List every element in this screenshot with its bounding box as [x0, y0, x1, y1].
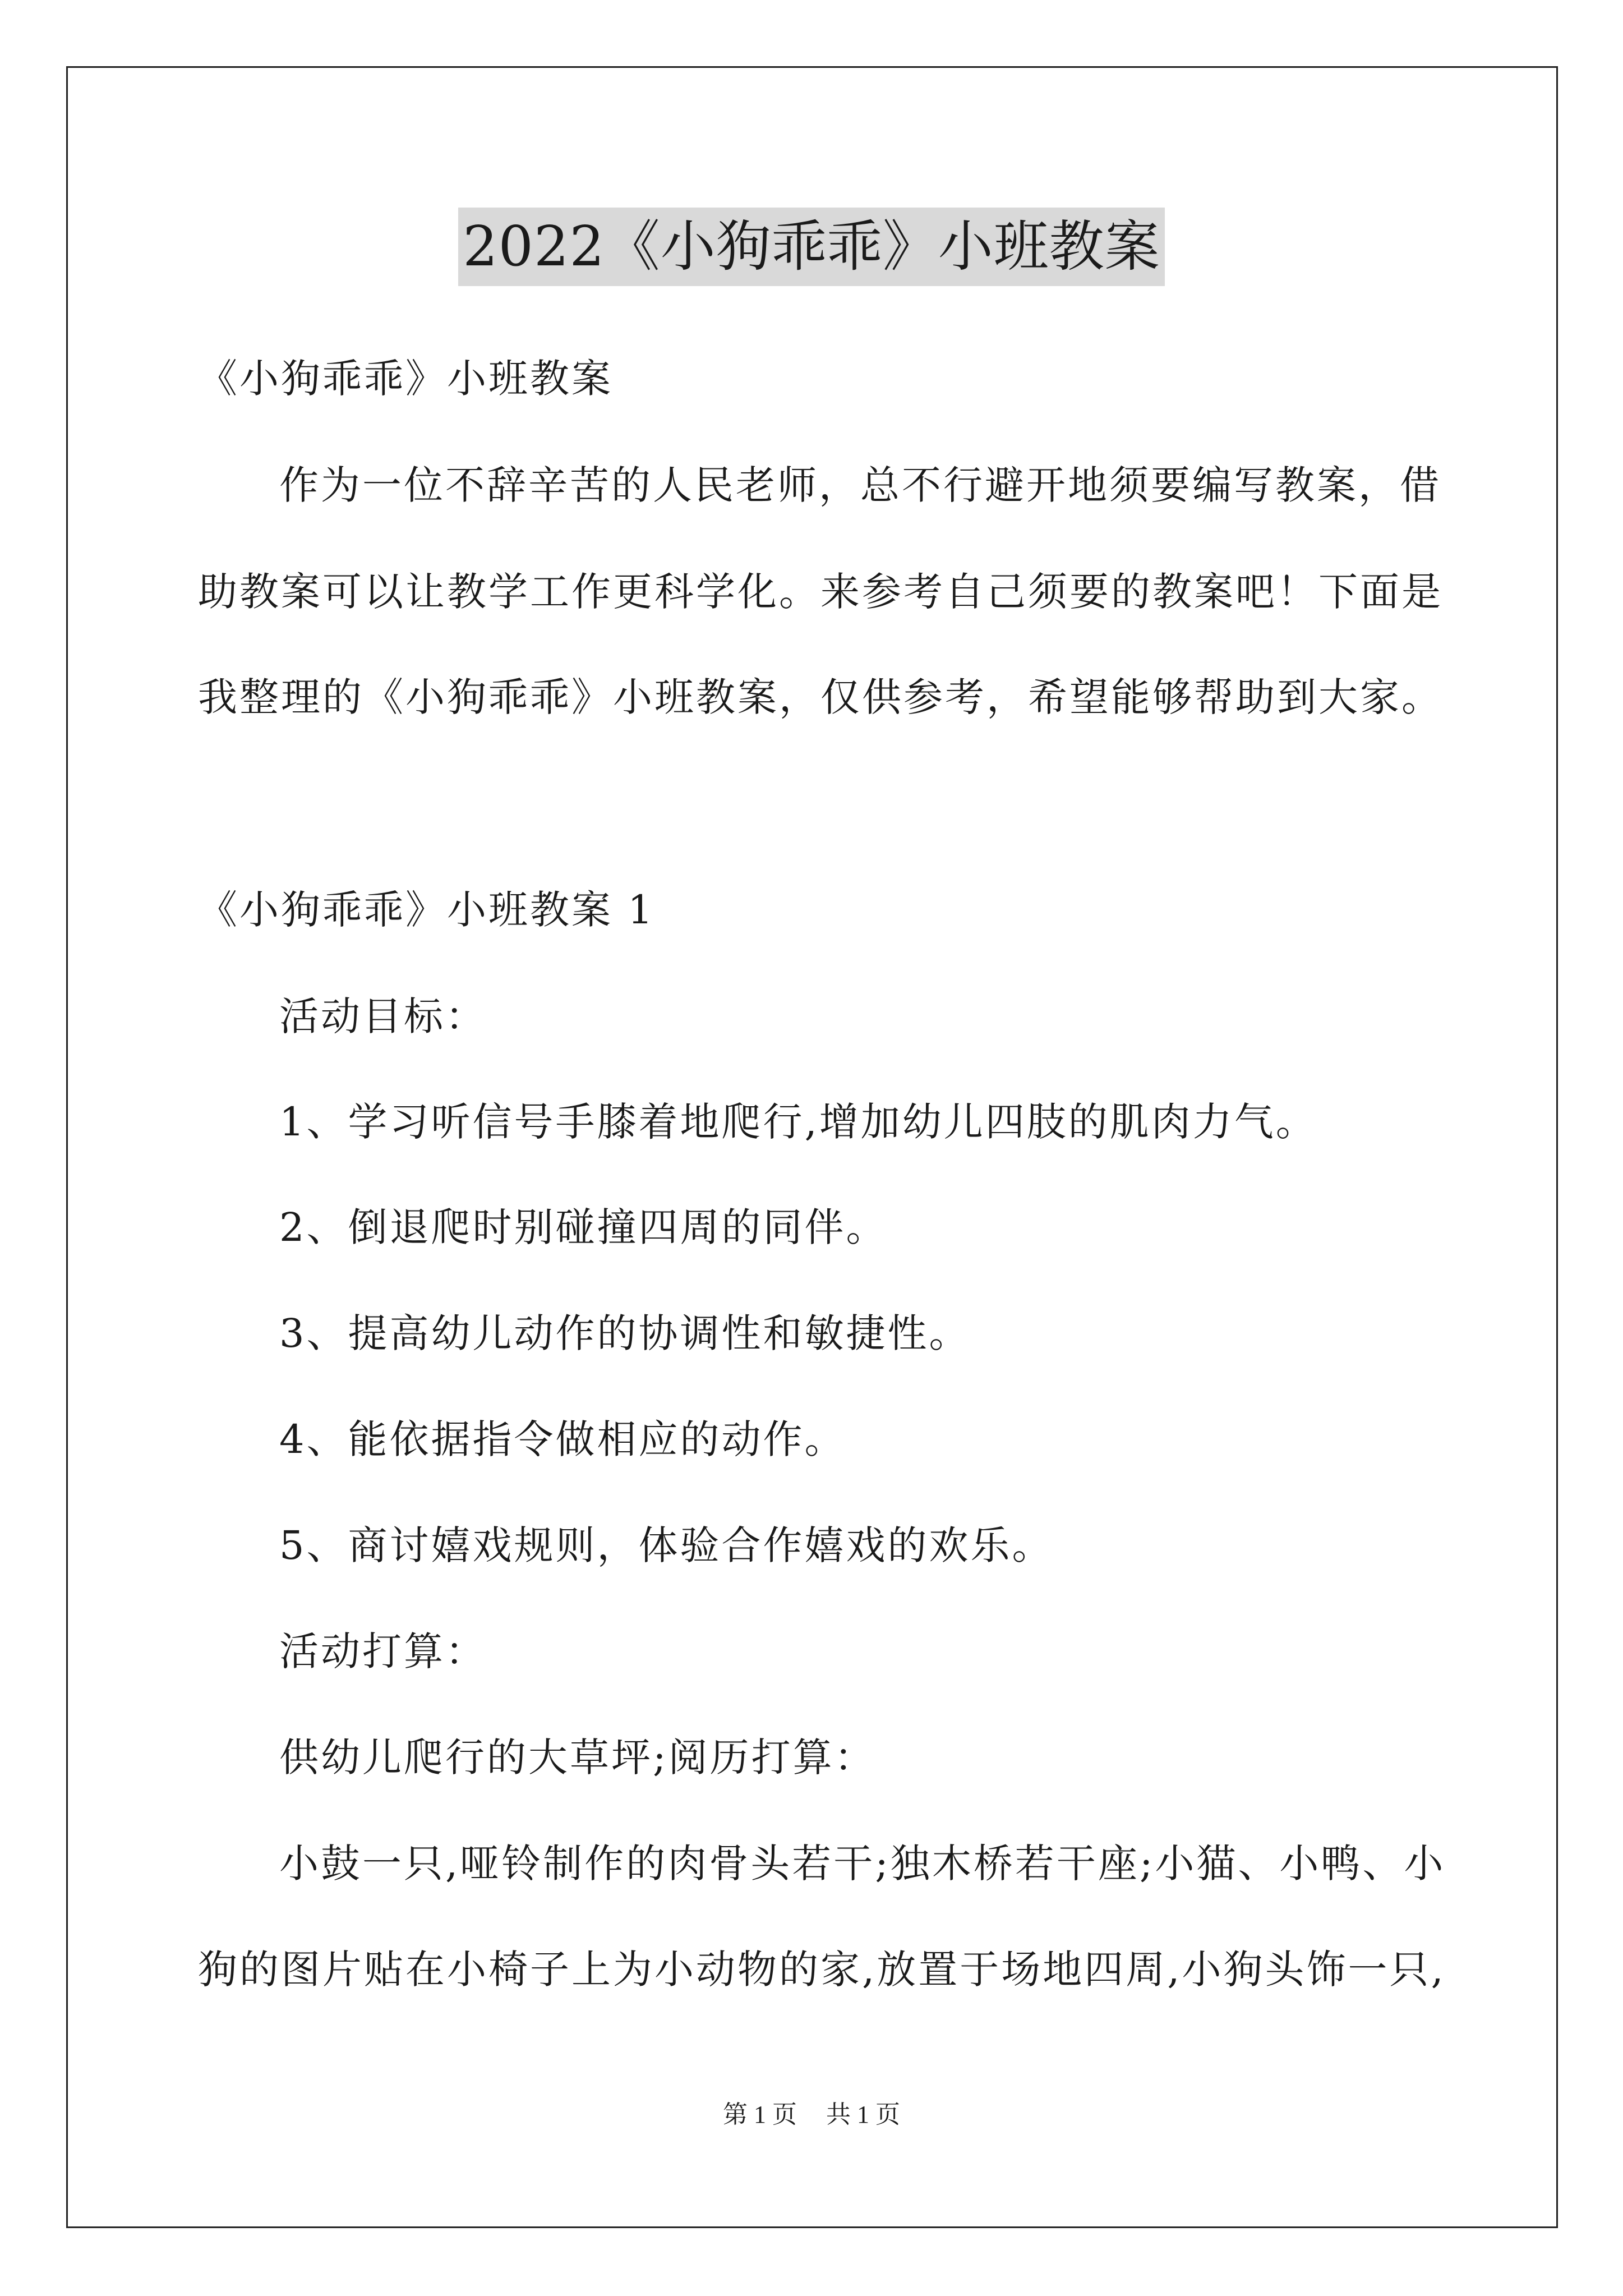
page-total: 共 1 页: [826, 2101, 900, 2128]
prep-heading: 活动打算：: [279, 1628, 487, 1674]
prep-line-2: 小鼓一只,哑铃制作的肉骨头若干;独木桥若干座;小猫、小鸭、小: [279, 1841, 1446, 1887]
page-number: 第 1 页: [723, 2101, 797, 2128]
goals-heading: 活动目标：: [279, 993, 487, 1039]
goal-item-1: 1、学习听信号手膝着地爬行,增加幼儿四肢的肌肉力气。: [279, 1099, 1317, 1145]
goal-item-5: 5、商讨嬉戏规则，体验合作嬉戏的欢乐。: [279, 1522, 1054, 1568]
goal-item-3: 3、提高幼儿动作的协调性和敏捷性。: [279, 1310, 971, 1356]
intro-line-2: 助教案可以让教学工作更科学化。来参考自己须要的教案吧！下面是: [198, 569, 1443, 615]
goal-item-4: 4、能依据指令做相应的动作。: [279, 1416, 846, 1462]
document-title: 2022《小狗乖乖》小班教案: [458, 208, 1164, 286]
intro-line-3: 我整理的《小狗乖乖》小班教案，仅供参考，希望能够帮助到大家。: [198, 674, 1443, 720]
intro-line-1: 作为一位不辞辛苦的人民老师，总不行避开地须要编写教案，借: [279, 462, 1441, 508]
document-subtitle: 《小狗乖乖》小班教案: [198, 356, 613, 402]
prep-line-1: 供幼儿爬行的大草坪;阅历打算：: [279, 1734, 876, 1780]
goal-item-2: 2、倒退爬时别碰撞四周的同伴。: [279, 1204, 888, 1250]
prep-line-3: 狗的图片贴在小椅子上为小动物的家,放置于场地四周,小狗头饰一只,: [198, 1947, 1446, 1993]
title-container: [0, 208, 1623, 286]
section-heading: 《小狗乖乖》小班教案 1: [198, 887, 655, 933]
page-footer: [0, 2098, 1623, 2132]
